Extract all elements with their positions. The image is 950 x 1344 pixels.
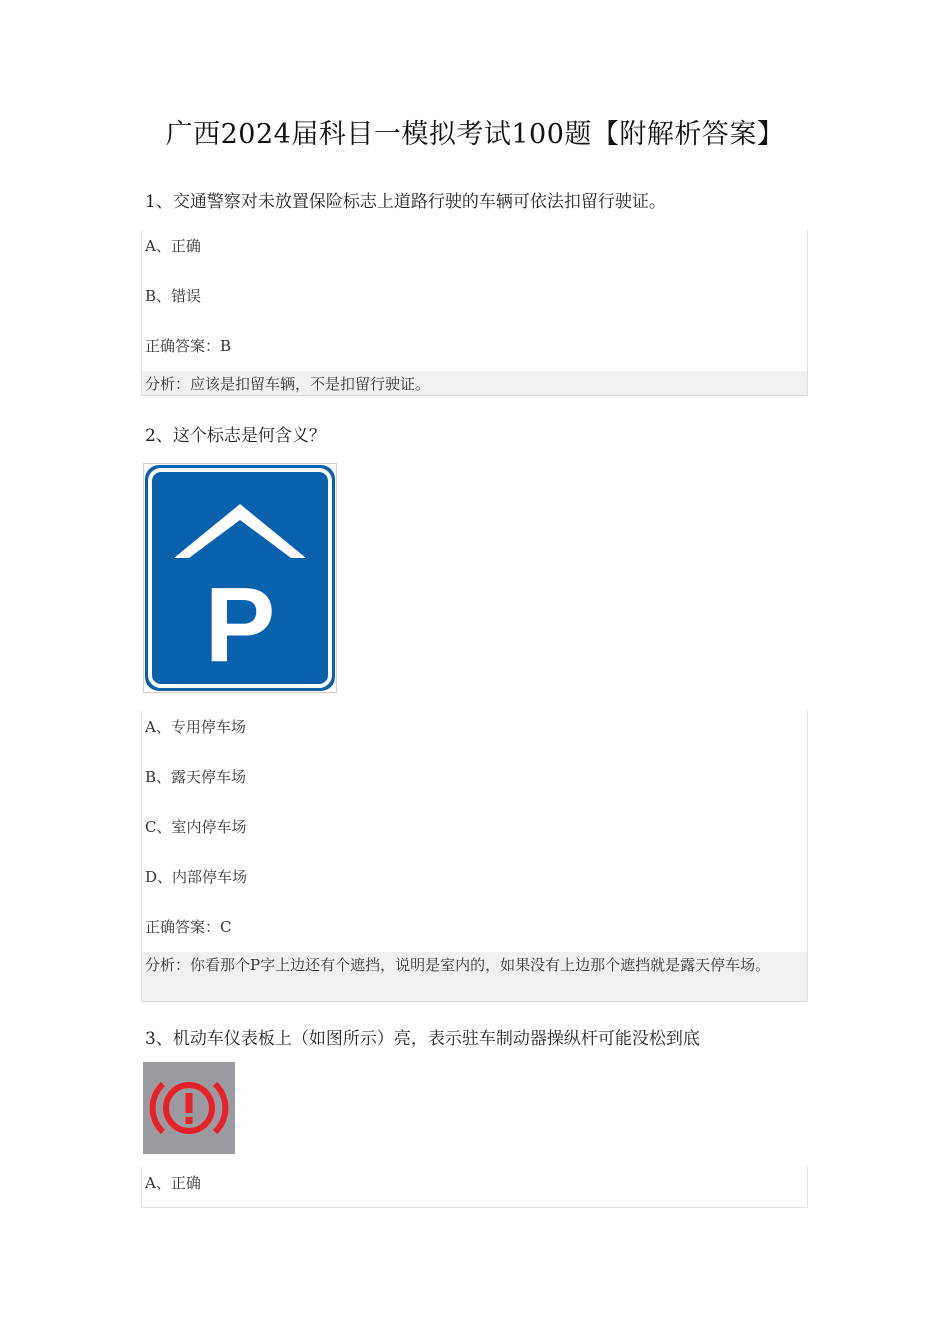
question-1-answer-box xyxy=(141,230,808,396)
question-1-text: 1、交通警察对未放置保险标志上道路行驶的车辆可依法扣留行驶证。 xyxy=(145,192,666,212)
document-title: 广西2024届科目一模拟考试100题【附解析答案】 xyxy=(165,119,785,150)
option-b: B、错误 xyxy=(145,287,202,305)
indoor-parking-sign-image xyxy=(143,463,337,693)
question-3-answer-box xyxy=(141,1167,808,1208)
parking-brake-warning-image xyxy=(143,1062,235,1154)
question-2-text: 2、这个标志是何含义？ xyxy=(145,426,326,446)
question-3-text: 3、机动车仪表板上（如图所示）亮，表示驻车制动器操纵杆可能没松到底 xyxy=(145,1029,700,1049)
indoor-parking-sign-icon xyxy=(144,464,336,692)
option-c: C、室内停车场 xyxy=(145,818,247,836)
analysis-text: 分析：你看那个P字上边还有个遮挡，说明是室内的，如果没有上边那个遮挡就是露天停车场。 xyxy=(142,952,807,1002)
parking-brake-warning-icon xyxy=(143,1062,235,1154)
analysis-text: 分析：应该是扣留车辆，不是扣留行驶证。 xyxy=(142,371,807,396)
option-a: A、正确 xyxy=(145,237,201,255)
option-a: A、正确 xyxy=(145,1174,201,1192)
option-d: D、内部停车场 xyxy=(145,868,248,886)
option-a: A、专用停车场 xyxy=(145,718,246,736)
question-2-answer-box xyxy=(141,711,808,1002)
correct-answer: 正确答案：C xyxy=(145,918,232,936)
option-b: B、露天停车场 xyxy=(145,768,247,786)
svg-text:P: P xyxy=(204,566,276,684)
correct-answer: 正确答案：B xyxy=(145,337,232,355)
